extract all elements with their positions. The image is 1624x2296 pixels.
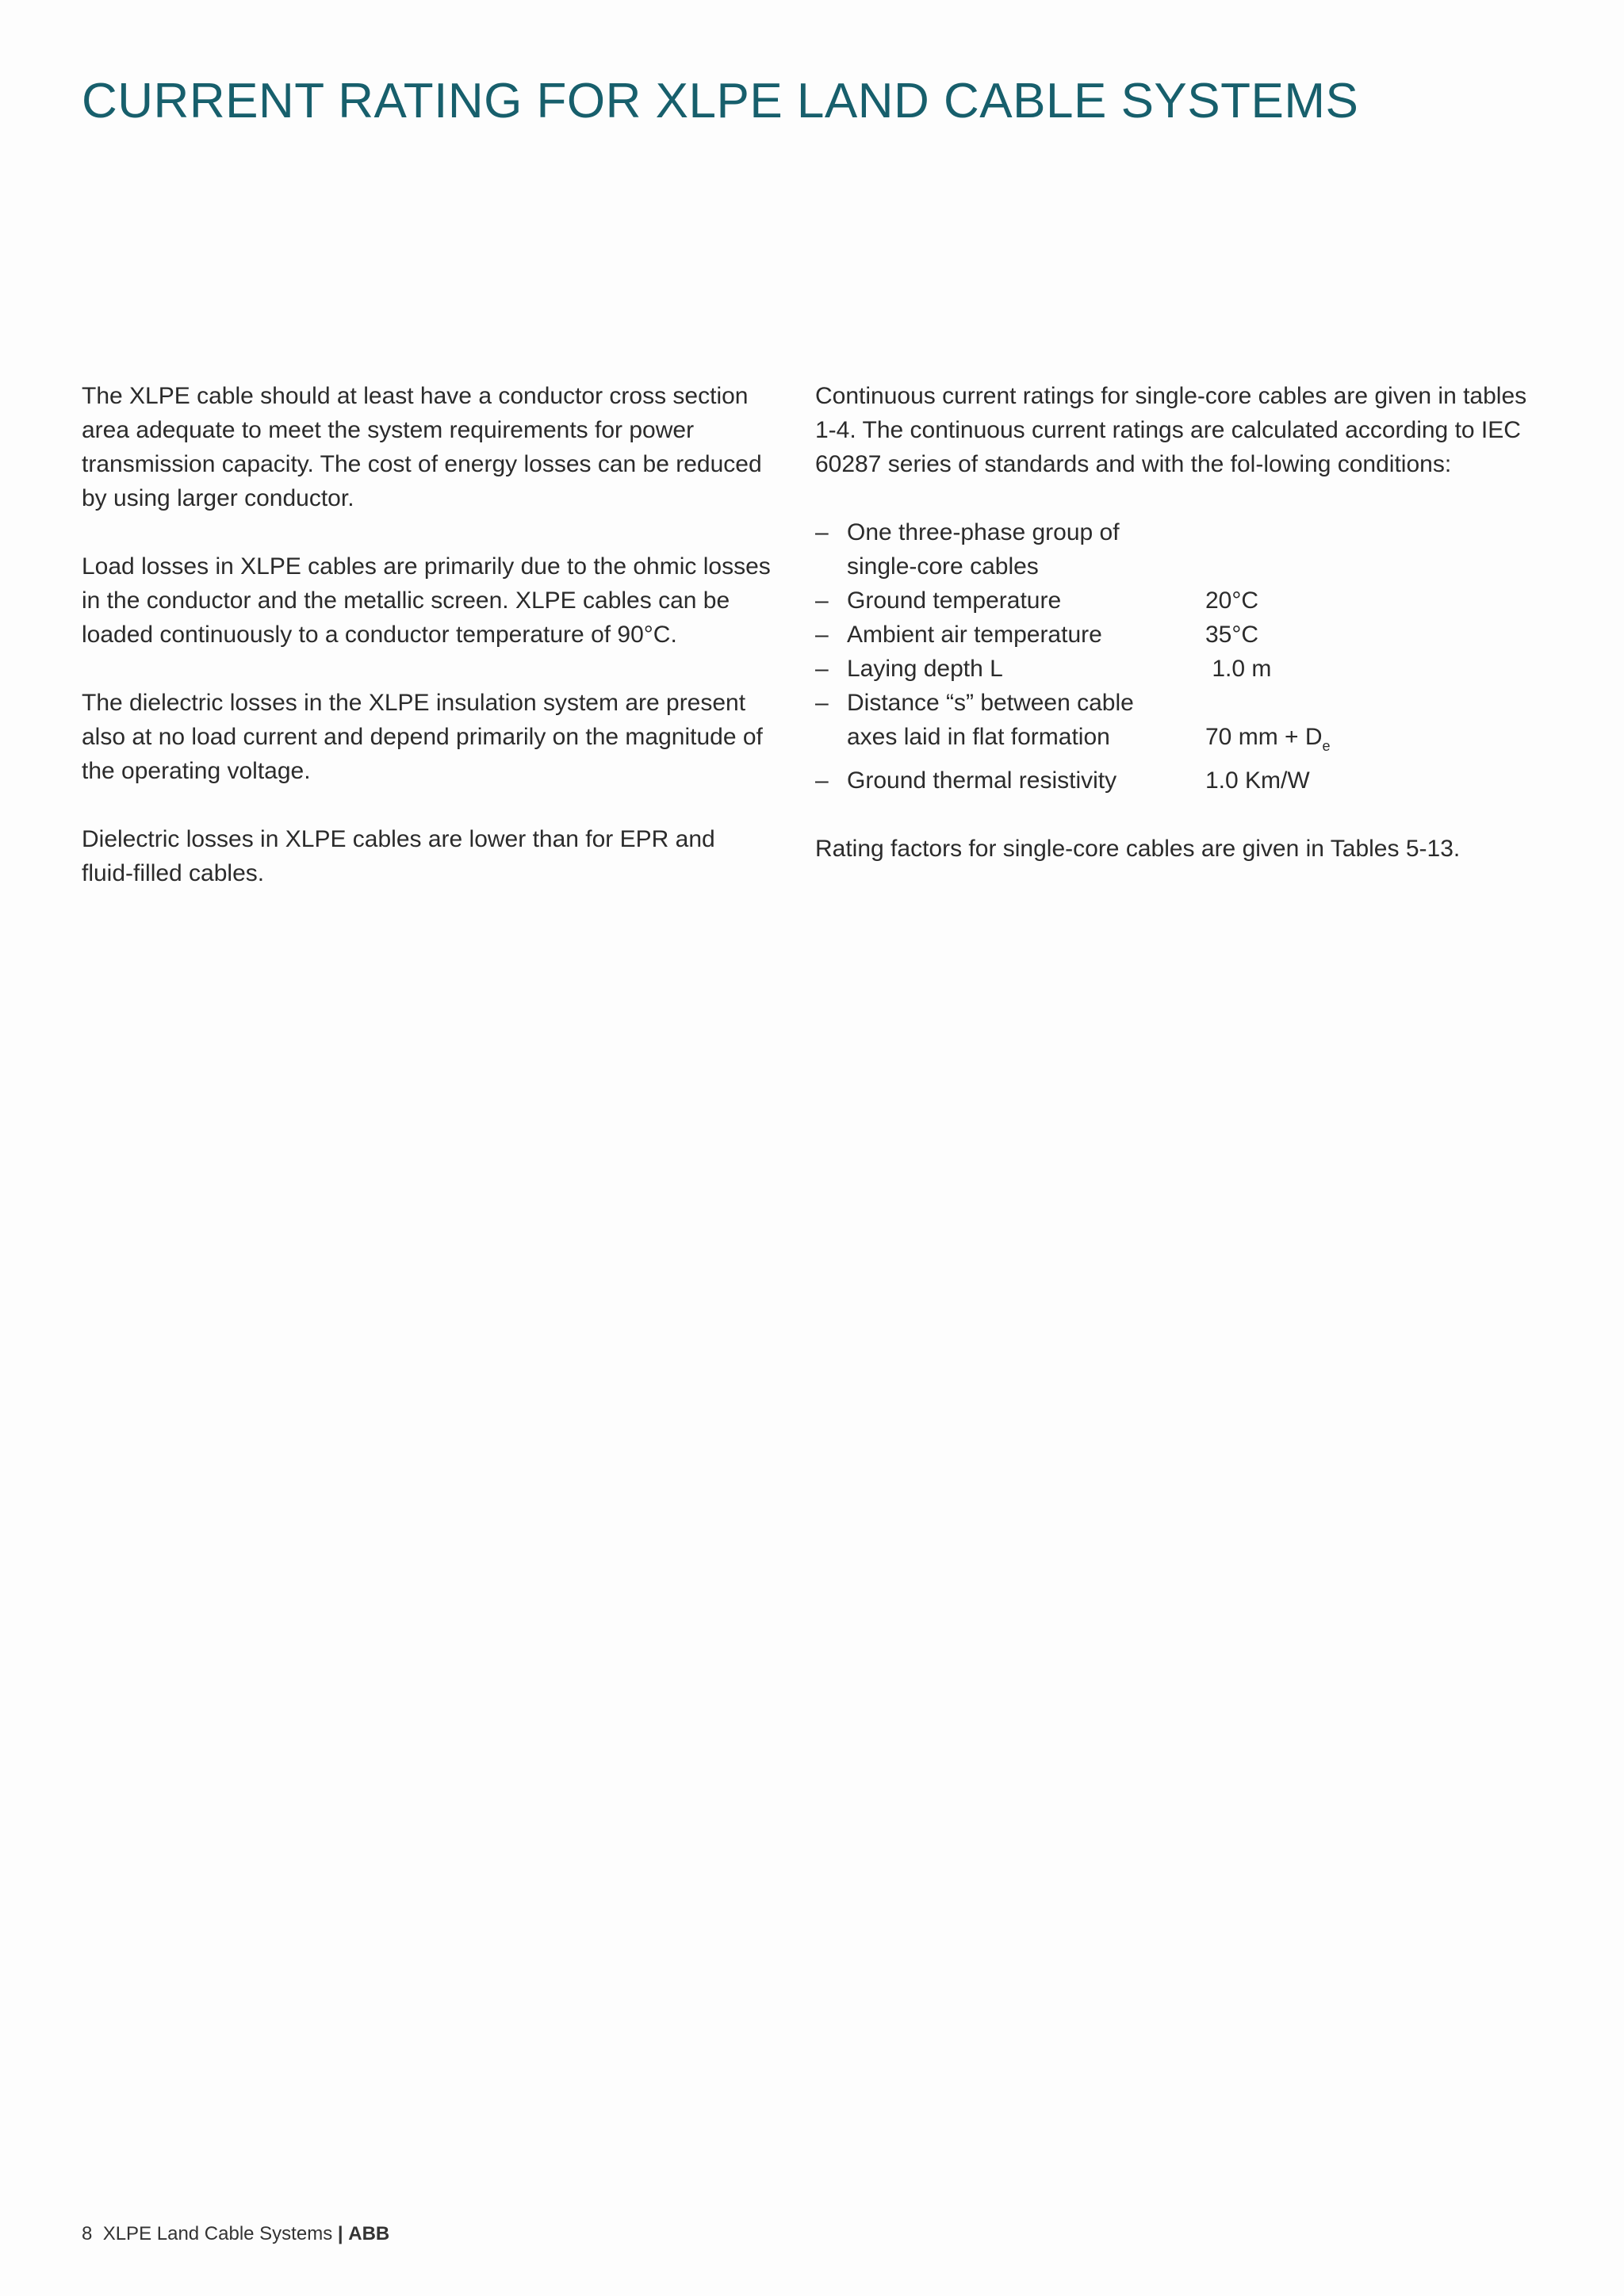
condition-value: 1.0 m bbox=[1205, 656, 1272, 682]
condition-value: 70 mm + $D_e$ bbox=[1205, 724, 1331, 754]
paragraph-load-losses: Load losses in XLPE cables are primarily due to the ohmic losses in the conductor and the metallic screen. XLPE cables can be loaded continuously to a conductor temperature of 90°C. bbox=[82, 553, 771, 648]
condition-label: Laying depth L bbox=[847, 656, 1003, 682]
list-dash: – bbox=[815, 767, 829, 794]
conditions-list bbox=[815, 515, 1545, 798]
paragraph-rating-factors: Rating factors for single-core cables are given in Tables 5-13. bbox=[815, 836, 1461, 862]
page-number: 8 bbox=[82, 2223, 93, 2244]
list-dash: – bbox=[815, 690, 829, 716]
paragraph-dielectric-losses: The dielectric losses in the XLPE insulation system are present also at no load current and depend primarily on the magnitude of the operating voltage. bbox=[82, 690, 763, 784]
page-title: CURRENT RATING FOR XLPE LAND CABLE SYSTEMS bbox=[82, 74, 1359, 128]
list-dash: – bbox=[815, 622, 829, 648]
list-dash: – bbox=[815, 587, 829, 614]
list-dash: – bbox=[815, 656, 829, 682]
condition-item bbox=[815, 515, 1545, 584]
condition-value: 35°C bbox=[1205, 622, 1259, 648]
condition-value: 1.0 Km/W bbox=[1205, 767, 1310, 794]
condition-label: Ground temperature bbox=[847, 587, 1062, 614]
paragraph-cross-section: The XLPE cable should at least have a conductor cross section area adequate to meet the system requirements for power transmission capacity. The cost of energy losses can be reduced by using larger conductor. bbox=[82, 383, 762, 511]
condition-label: Ambient air temperature bbox=[847, 622, 1102, 648]
list-dash: – bbox=[815, 519, 829, 545]
footer-brand: ABB bbox=[348, 2223, 390, 2244]
right-column bbox=[815, 379, 1545, 866]
footer-doc-title: XLPE Land Cable Systems bbox=[102, 2223, 333, 2244]
condition-label: One three-phase group of bbox=[847, 519, 1120, 545]
condition-label-continued: single-core cables bbox=[847, 553, 1039, 580]
condition-value: 20°C bbox=[1205, 587, 1259, 614]
condition-item bbox=[815, 584, 1545, 618]
paragraph-dielectric-comparison: Dielectric losses in XLPE cables are lower than for EPR and fluid-filled cables. bbox=[82, 826, 715, 886]
condition-item bbox=[815, 618, 1545, 652]
subscript-e: e bbox=[1322, 738, 1331, 754]
left-column bbox=[82, 379, 772, 890]
page-footer bbox=[82, 2223, 389, 2245]
condition-label: Distance “s” between cable bbox=[847, 690, 1134, 716]
condition-item bbox=[815, 763, 1545, 798]
condition-label-continued: axes laid in flat formation bbox=[847, 724, 1110, 750]
paragraph-intro: Continuous current ratings for single-core cables are given in tables 1-4. The continuous current ratings are calculated according to IEC 60287 series of standards and with the fol-lowing conditions: bbox=[815, 383, 1527, 477]
footer-separator: | bbox=[337, 2223, 343, 2244]
condition-item bbox=[815, 652, 1545, 686]
condition-item bbox=[815, 686, 1545, 763]
condition-label: Ground thermal resistivity bbox=[847, 767, 1117, 794]
